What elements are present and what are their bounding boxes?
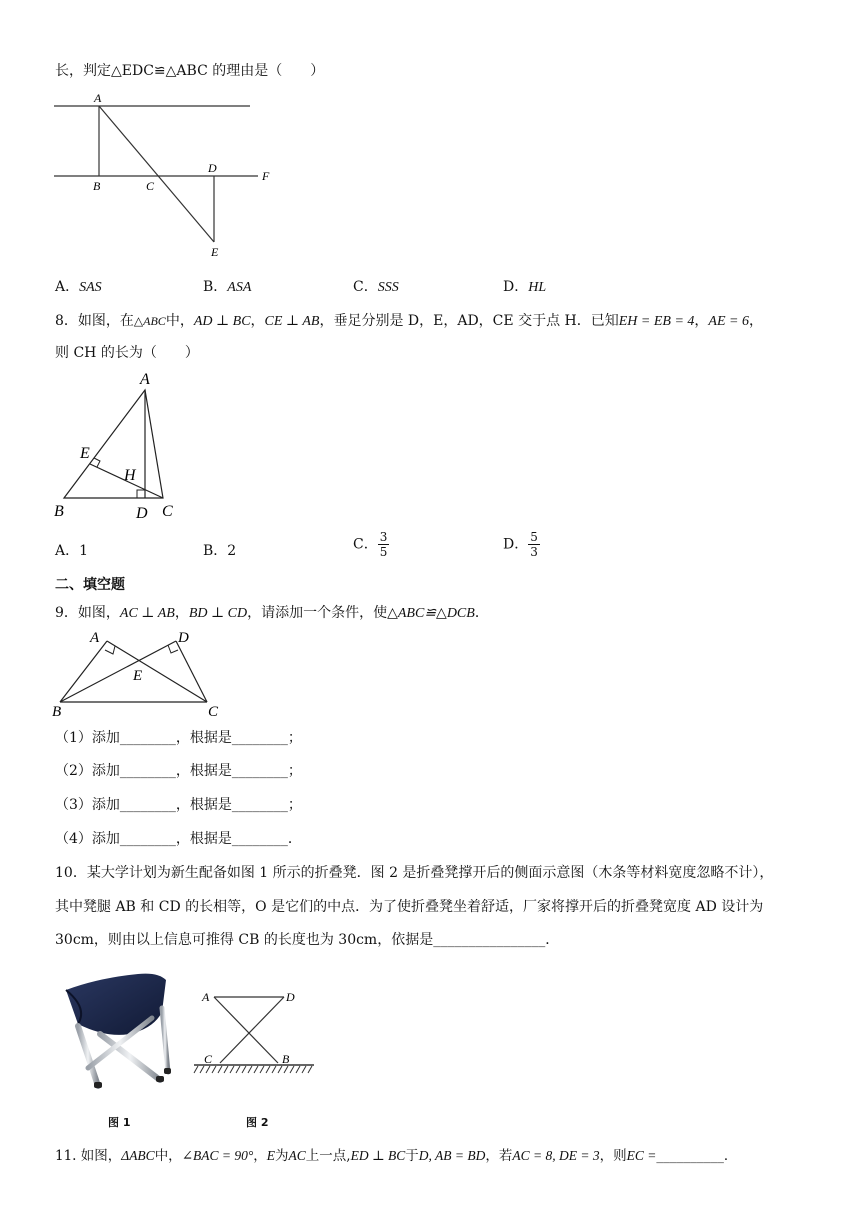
q8-label-e: E (80, 445, 90, 462)
q8-option-a[interactable]: A．1 (55, 543, 89, 559)
q10-label-d: D (286, 990, 295, 1004)
q9-label-c: C (208, 704, 219, 718)
q8-label-h: H (124, 467, 136, 484)
q8-label-c: C (162, 503, 173, 520)
q7-label-d: D (208, 161, 217, 175)
q8-option-c[interactable]: C． $\frac{3}{5}$ (353, 530, 388, 559)
fig2-caption: 图 2 (246, 1116, 269, 1129)
fig1-caption: 图 1 (108, 1116, 131, 1129)
q10-figure-2 (190, 985, 320, 1085)
q11-stem[interactable]: 11. 如图，ΔABC中，∠BAC = 90°，E为AC上一点,ED ⊥ BC于D, AB = BD，若AC = 8, DE = 3，则EC =__________． (55, 1148, 738, 1164)
q8-option-b[interactable]: B．2 (203, 543, 237, 559)
q9-label-b: B (52, 704, 62, 718)
q9-figure (50, 626, 230, 718)
q8-option-d[interactable]: D． $\frac{5}{3}$ (503, 530, 538, 559)
q8-figure (50, 368, 190, 523)
q7-option-b[interactable]: B．ASA (203, 279, 252, 295)
q9-blank-1[interactable]: （1）添加________，根据是________； (55, 730, 302, 746)
q10-label-a: A (202, 990, 210, 1004)
q10-label-b: B (282, 1052, 290, 1066)
q8-label-d: D (136, 505, 148, 522)
q7-option-d[interactable]: D．HL (503, 279, 547, 295)
q9-label-e: E (133, 668, 143, 684)
q10-label-c: C (204, 1052, 213, 1066)
q7-label-b: B (93, 179, 101, 193)
q7-option-c[interactable]: C．SSS (353, 279, 399, 295)
q8-label-a: A (140, 371, 150, 388)
q7-figure (50, 90, 280, 260)
q7-label-e: E (211, 245, 219, 259)
q9-blank-3[interactable]: （3）添加________，根据是________； (55, 797, 302, 813)
q7-label-c: C (146, 179, 155, 193)
q8-stem-line2: 则 CH 的长为（ ） (55, 345, 199, 361)
q9-label-a: A (90, 630, 100, 646)
q8-label-b: B (54, 503, 64, 520)
q10-stem-line3[interactable]: 30cm，则由以上信息可推得 CB 的长度也为 30cm，依据是________________． (55, 932, 560, 948)
q9-blank-2[interactable]: （2）添加________，根据是________； (55, 763, 302, 779)
q7-label-f: F (262, 169, 270, 183)
q10-stem-line1: 10．某大学计划为新生配备如图 1 所示的折叠凳．图 2 是折叠凳撑开后的侧面示意图（木条等材料宽度忽略不计）， (55, 865, 774, 881)
q9-stem: 9．如图，AC ⊥ AB，BD ⊥ CD，请添加一个条件，使△ABC≌△DCB． (55, 605, 489, 621)
q8-stem-line1: 8．如图，在△ABC中，AD ⊥ BC，CE ⊥ AB，垂足分别是 D，E，AD，CE 交于点 H．已知EH = EB = 4，AE = 6， (55, 313, 763, 329)
q9-label-d: D (178, 630, 189, 646)
q7-label-a: A (94, 91, 102, 105)
section-title-fill-blank: 二、填空题 (55, 577, 125, 593)
q7-option-a[interactable]: A．SAS (55, 279, 102, 295)
q10-stem-line2: 其中凳腿 AB 和 CD 的长相等，O 是它们的中点．为了使折叠凳坐着舒适，厂家将撑开后的折叠凳宽度 AD 设计为 (55, 899, 764, 915)
q9-blank-4[interactable]: （4）添加________，根据是________． (55, 831, 302, 847)
folding-stool-photo (58, 968, 178, 1098)
q7-stem: 长，判定△EDC≌△ABC 的理由是（ ） (55, 63, 325, 79)
